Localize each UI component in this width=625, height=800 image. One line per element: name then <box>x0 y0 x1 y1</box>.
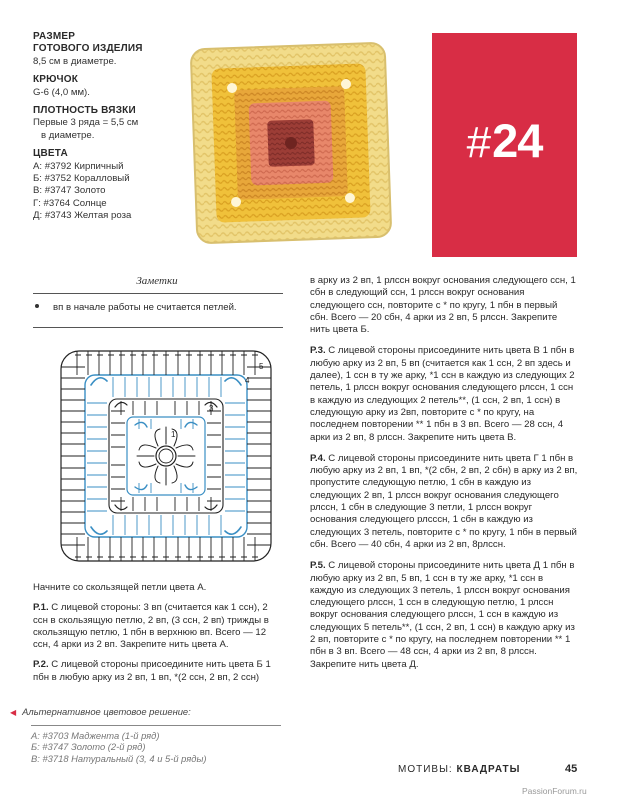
color-item: Б: #3752 Коралловый <box>33 173 130 185</box>
alternative-title: Альтернативное цветовое решение: <box>22 706 191 717</box>
notes-title: Заметки <box>136 275 178 287</box>
footer-topic: КВАДРАТЫ <box>456 764 521 775</box>
running-footer <box>398 764 520 775</box>
page-number: 45 <box>565 763 578 775</box>
footer-section: МОТИВЫ: <box>398 764 453 775</box>
alternative-colors <box>10 706 280 764</box>
gauge-value-1: Первые 3 ряда = 5,5 см <box>33 117 139 129</box>
row-3-label: Р.3. <box>310 345 326 357</box>
row-5 <box>310 560 578 671</box>
color-item: Д: #3743 Желтая роза <box>33 210 132 222</box>
row-4-label: Р.4. <box>310 452 326 464</box>
pattern-number <box>432 113 577 168</box>
diagram-label-row4: 4 <box>245 376 250 385</box>
alternative-line: Б: #3747 Золото (2-й ряд) <box>31 741 146 753</box>
size-title-2: ГОТОВОГО ИЗДЕЛИЯ <box>33 43 143 55</box>
size-value: 8,5 см в диаметре. <box>33 55 117 67</box>
row-3-text: С лицевой стороны присоедините нить цвета В 1 пбн в любую арку из 2 вп, 5 вп (считается как 1 ссн, 2 вп здесь и далее), 1 ссн в ту же арку, *1 ссн в каждую из следующих 2 петель, 1 рлссн вокруг основания следующего рлссн, 1 ссн в каждую из следующих 2 петель**, (1 ссн, 2 вп, 1 ссн) в следующую арку из 2вп, повторите с * по кругу, на последнем повторении ** 1 пбн в 3 вп. Всего — 28 ссн, 4 арки из 2 вп, 8 рлссн. Закрепите нить цвета В. <box>310 345 575 443</box>
intro-text: Начните со скользящей петли цвета А. <box>33 582 207 593</box>
row-2 <box>33 659 283 684</box>
row-5-text: С лицевой стороны присоедините нить цвета Д 1 пбн в любую арку из 2 вп, 5 вп, 1 ссн в ту же арку, *1 ссн в каждую из следующих 3 петель, 1 рлссн вокруг основания следующего рлссн, 1 ссн в следующую петлю, 1 рлссн вокруг основания следующего рлссн, 1 ссн в каждую из следующих 5 петель**, (1 ссн, 2 вп, 1 ссн) в каждую арку из 2 вп, повторите с * по кругу, на последнем повторении ** 1 пбн в 3 вп. Всего — 48 ссн, 4 арки из 2 вп, 8 рлссн. Закрепите нить цвета Д. <box>310 560 575 670</box>
alternative-divider <box>31 725 281 726</box>
crochet-square-photo <box>186 36 396 250</box>
row-3 <box>310 345 578 443</box>
gauge-value-2: в диаметре. <box>41 129 95 141</box>
color-item: Г: #3764 Солнце <box>33 197 107 209</box>
size-title-1: РАЗМЕР <box>33 31 76 42</box>
row-2-continued: в арку из 2 вп, 1 рлссн вокруг основания следующего ссн, 1 сбн в следующий ссн, 1 рлссн вокруг основания следующего ссн, повторите с * по кругу, 1 пбн в первый сбн. Всего — 20 сбн, 4 арки из 2 вп, 5 рлссн. Закрепите нить цвета Б. <box>310 275 576 336</box>
hash-sign: # <box>466 118 491 167</box>
row-2-text: С лицевой стороны присоедините нить цвета Б 1 пбн в любую арку из 2 вп, 1 вп, *(2 ссн, 2 вп, 2 ссн) <box>33 659 271 683</box>
row-1 <box>33 602 283 651</box>
color-item: А: #3792 Кирпичный <box>33 160 124 172</box>
row-4-text: С лицевой стороны присоедините нить цвета Г 1 пбн в любую арку из 2 вп, 1 вп, *(2 сбн, 2 вп, 2 сбн) в арку из 2 вп, пропустите следующую петлю, 1 сбн в каждую из следующих 2 вп, 1 рлссн вокруг основания следующего рлссн, 1 сбн в следующие 3 петли, 1 рлссн вокруг основания следующего рлсссн, 1 сбн в каждую из следующих 3 петель, повторите с * по кругу, 1 пбн в первый сбн. Всего — 40 сбн, 4 арки из 2 вп, 8рлссн. <box>310 452 578 550</box>
notes-divider-bottom <box>33 327 283 328</box>
bullet-icon <box>35 304 39 308</box>
row-1-label: Р.1. <box>33 602 49 614</box>
diagram-label-row5: 5 <box>259 362 264 371</box>
pattern-number-badge <box>432 33 577 257</box>
row-5-label: Р.5. <box>310 560 326 572</box>
alternative-title-row <box>10 706 280 719</box>
notes-divider-top <box>33 293 283 294</box>
pattern-digits: 24 <box>492 114 543 167</box>
hook-value: G-6 (4,0 мм). <box>33 86 90 98</box>
triangle-left-icon: ◀ <box>10 708 17 717</box>
diagram-label-row3: 3 <box>209 404 214 413</box>
hook-title: КРЮЧОК <box>33 74 79 86</box>
row-4 <box>310 453 578 551</box>
instructions-left <box>33 582 283 692</box>
color-item: В: #3747 Золото <box>33 185 106 197</box>
row-2-label: Р.2. <box>33 659 49 671</box>
watermark: PassionForum.ru <box>522 786 587 796</box>
notes-item <box>33 302 237 313</box>
colors-title: ЦВЕТА <box>33 148 68 160</box>
alternative-line: В: #3718 Натуральный (3, 4 и 5-й ряды) <box>31 752 207 764</box>
diagram-label-row1: 1 <box>171 430 176 439</box>
specs-block <box>33 31 183 223</box>
instructions-right <box>310 275 578 680</box>
alternative-line: А: #3703 Маджента (1-й ряд) <box>31 729 160 741</box>
notes-item-text: вп в начале работы не считается петлей. <box>53 302 237 313</box>
row-1-text: С лицевой стороны: 3 вп (считается как 1 ссн), 2 ссн в скользящую петлю, 2 вп, (3 ссн, 2 вп) трижды в скользящую петлю, 1 пбн в верхнюю вп. Всего — 12 ссн, 4 арки из 2 вп. Закрепите нить цвета А. <box>33 602 269 651</box>
crochet-chart-diagram <box>55 345 277 567</box>
gauge-title: ПЛОТНОСТЬ ВЯЗКИ <box>33 105 136 117</box>
